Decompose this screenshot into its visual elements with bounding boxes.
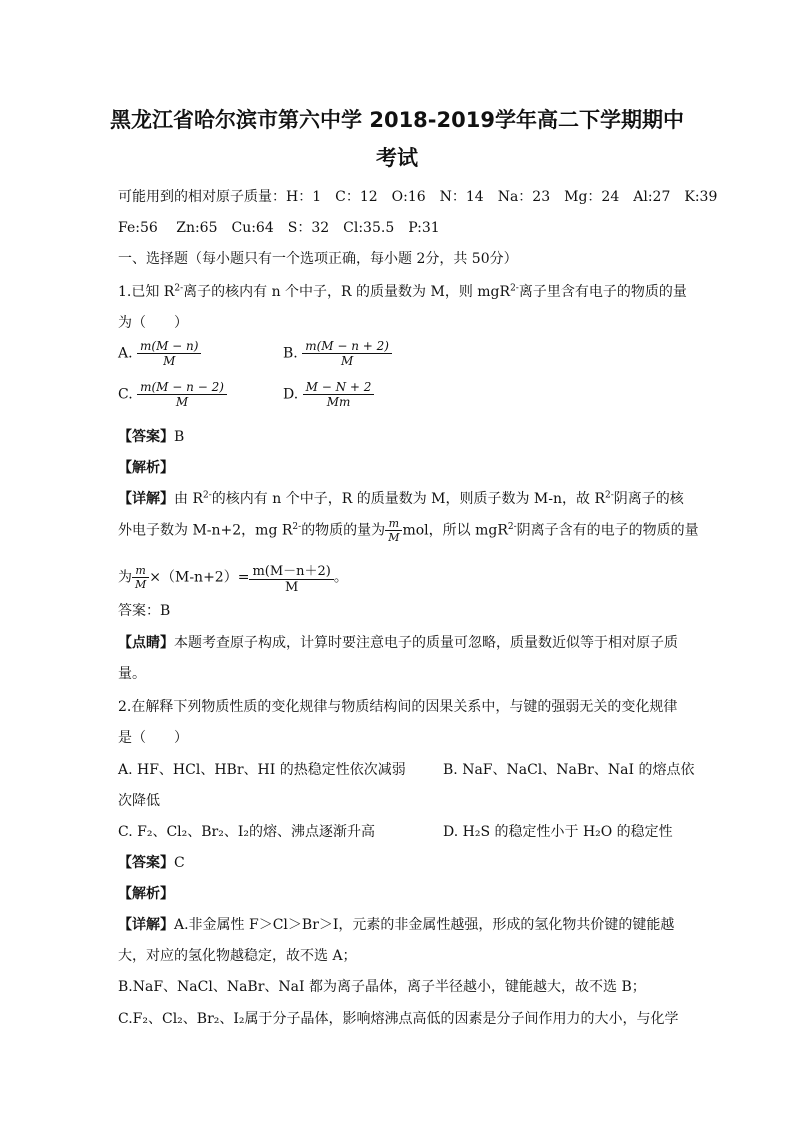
q2-detail-line2: 大，对应的氢化物越稳定，故不选 A；	[118, 948, 357, 964]
atomic-masses-line2: Fe:56 Zn:65 Cu:64 S：32 Cl:35.5 P:31	[118, 220, 440, 236]
q1-stem-line2: 为（ ）	[118, 315, 188, 331]
q1-detail-line2: 外电子数为 M-n+2，mg $R^{2-}$的物质的量为 $\frac{m}{M}$ mol，所以 mgR$^{2-}$阴离子含有的电子的物质的量	[118, 517, 699, 544]
q2-stem-line1: 2.在解释下列物质性质的变化规律与物质结构间的因果关系中，与键的强弱无关的变化规律	[118, 699, 678, 715]
q2-stem-line2: 是（ ）	[118, 730, 188, 746]
q1-option-b: B. $\frac{m(M - n + 2)}{M}$	[283, 339, 392, 368]
q2-analysis-heading: 【解析】	[118, 886, 174, 902]
q1-analysis-heading: 【解析】	[118, 460, 174, 476]
q1-answer: 【答案】B	[118, 429, 185, 445]
q2-option-b: B. NaF、NaCl、NaBr、NaI 的熔点依	[443, 762, 695, 778]
q1-detail-line3: 为 $\frac{m}{M}$ ×（M-n+2）= $\frac{m(M-n+2)}{M}$ 。	[118, 560, 348, 595]
q2-option-b-cont: 次降低	[118, 793, 160, 809]
q1-option-c: C. $\frac{m(M - n - 2)}{M}$	[118, 380, 227, 409]
q1-note-line2: 量。	[118, 666, 146, 682]
doc-title-line1: 黑龙江省哈尔滨市第六中学 2018-2019学年高二下学期期中	[110, 108, 684, 132]
q1-option-a: A. $\frac{m(M - n)}{M}$	[118, 339, 201, 368]
q1-answer-line: 答案：B	[118, 603, 171, 619]
q1-option-d: D. $\frac{M - N + 2}{Mm}$	[283, 380, 374, 409]
q2-detail-line3: B.NaF、NaCl、NaBr、NaI 都为离子晶体，离子半径越小，键能越大，故不选 B；	[118, 979, 646, 995]
doc-title-line2: 考试	[376, 146, 418, 170]
q2-option-d: D. H₂S 的稳定性小于 H₂O 的稳定性	[443, 824, 673, 840]
section-heading: 一、选择题（每小题只有一个选项正确，每小题 2分，共 50分）	[118, 251, 518, 267]
q2-option-a: A. HF、HCl、HBr、HI 的热稳定性依次减弱	[118, 762, 406, 778]
q1-note-line1: 【点睛】本题考查原子构成，计算时要注意电子的质量可忽略，质量数近似等于相对原子质	[118, 635, 678, 651]
q1-detail-line1: 【详解】由 $R^{2-}$的核内有 n 个中子，R 的质量数为 M，则质子数为 M-n，故 $R^{2-}$阴离子的核	[118, 490, 684, 507]
q1-stem: 1.已知 $R^{2-}$离子的核内有 n 个中子，R 的质量数为 M，则 mgR$^{2-}$离子里含有电子的物质的量	[118, 283, 687, 300]
q2-detail-line1: 【详解】A.非金属性 F＞Cl＞Br＞I，元素的非金属性越强，形成的氢化物共价键的键能越	[118, 917, 675, 933]
q2-option-c: C. F₂、Cl₂、Br₂、I₂的熔、沸点逐渐升高	[118, 824, 375, 840]
q2-detail-line4: C.F₂、Cl₂、Br₂、I₂属于分子晶体，影响熔沸点高低的因素是分子间作用力的大小，与化学	[118, 1011, 679, 1027]
atomic-masses-line1: 可能用到的相对原子质量：H：1 C：12 O:16 N：14 Na：23 Mg：24 Al:27 K:39	[118, 189, 718, 205]
q2-answer: 【答案】C	[118, 855, 185, 871]
